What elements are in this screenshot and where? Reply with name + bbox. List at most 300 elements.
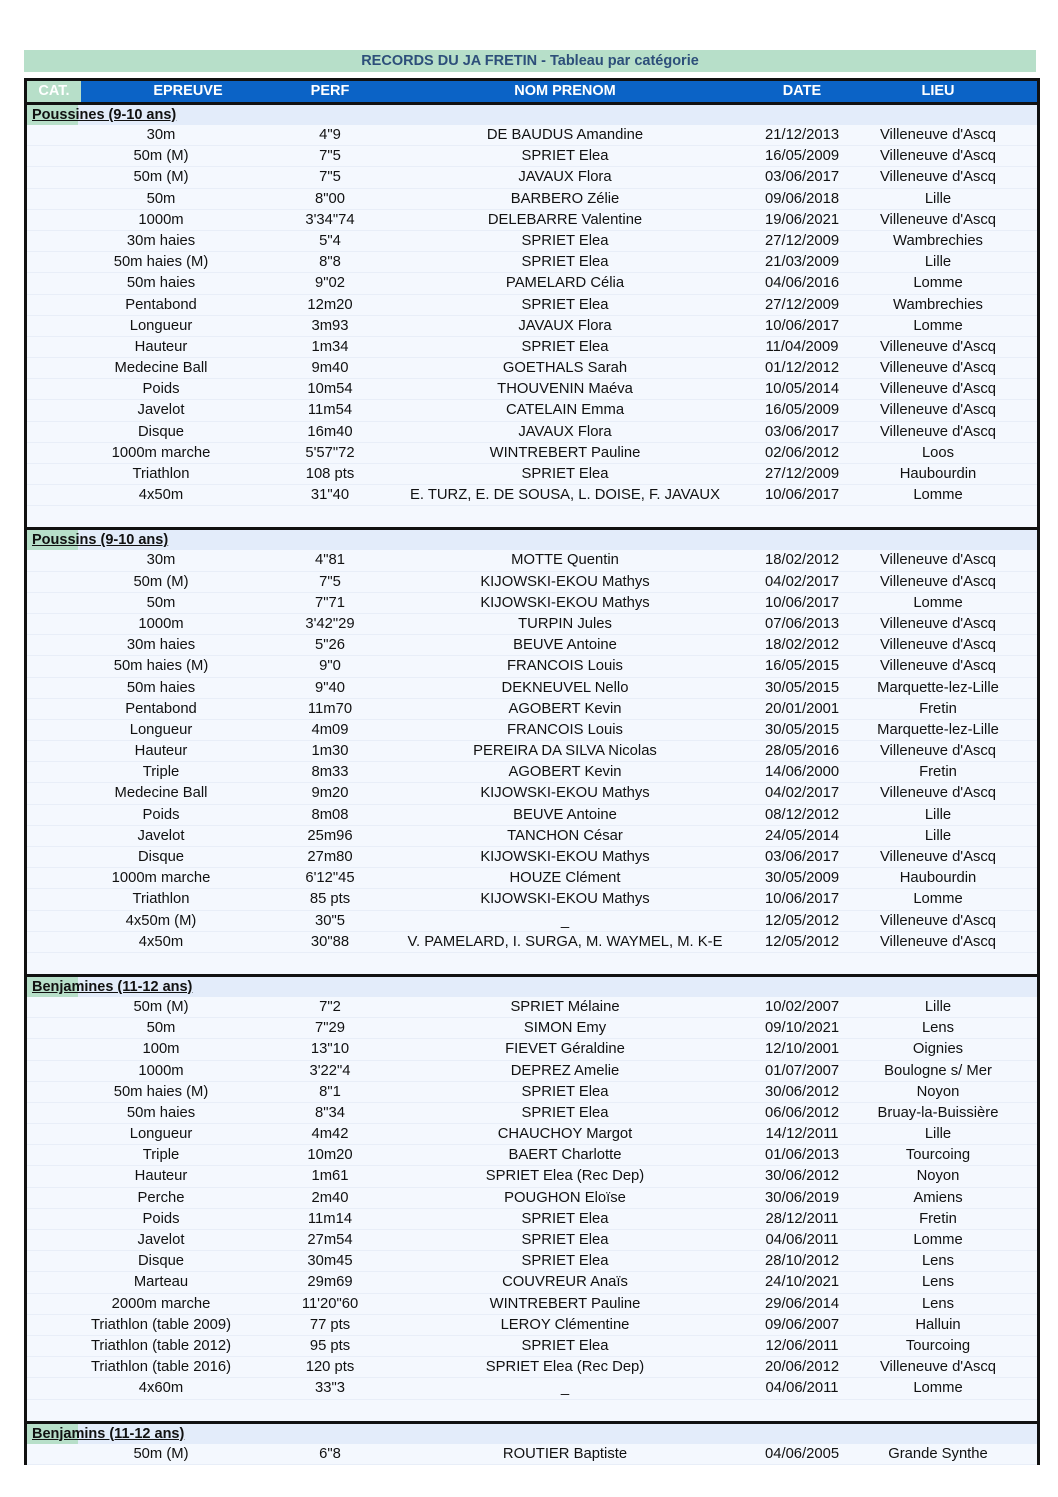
table-row	[27, 1357, 1037, 1378]
cell-perf: 8m33	[311, 764, 349, 781]
column-header-nom-prenom: NOM PRENOM	[514, 83, 616, 99]
cell-perf: 11m70	[307, 700, 353, 717]
cell-lieu: Villeneuve d'Ascq	[879, 360, 997, 377]
cell-lieu: Villeneuve d'Ascq	[879, 169, 997, 186]
cell-date: 06/06/2012	[765, 1104, 839, 1121]
cell-perf: 1m34	[311, 338, 349, 355]
cell-epreuve: 30m haies	[126, 232, 196, 249]
cell-perf: 11m14	[307, 1210, 353, 1227]
cell-nom-prenom: KIJOWSKI-EKOU Mathys	[480, 785, 650, 802]
cell-epreuve: 4x50m (M)	[125, 912, 197, 929]
cell-perf: 6'12"45	[305, 870, 355, 887]
cell-epreuve: 30m	[146, 552, 176, 569]
cell-date: 18/02/2012	[765, 552, 839, 569]
cell-date: 28/05/2016	[765, 743, 839, 760]
cell-date: 01/12/2012	[765, 360, 839, 377]
cell-perf: 5"26	[315, 637, 345, 654]
cell-perf: 8"34	[315, 1104, 345, 1121]
table-row	[27, 422, 1037, 443]
table-row	[27, 1018, 1037, 1039]
table-row	[27, 379, 1037, 400]
cell-epreuve: 1000m marche	[111, 444, 211, 461]
cell-epreuve: Triathlon	[132, 466, 190, 482]
page-title: RECORDS DU JA FRETIN - Tableau par catégorie	[24, 50, 1036, 72]
cell-lieu: Lens	[921, 1253, 955, 1270]
cell-date: 24/05/2014	[765, 827, 839, 844]
cell-nom-prenom: FRANCOIS Louis	[507, 721, 623, 738]
category-label: Poussines (9-10 ans)	[32, 107, 177, 123]
cell-nom-prenom: JAVAUX Flora	[518, 423, 612, 440]
cell-date: 20/01/2001	[765, 700, 839, 717]
cell-nom-prenom: SPRIET Elea	[521, 254, 609, 271]
cell-epreuve: 50m	[146, 1020, 176, 1037]
cell-date: 10/05/2014	[765, 381, 839, 398]
cell-epreuve: Pentabond	[125, 700, 197, 717]
cell-nom-prenom: WINTREBERT Pauline	[489, 1295, 641, 1312]
cell-perf: 12m20	[307, 296, 353, 313]
cell-epreuve: 50m	[146, 190, 176, 207]
cell-perf: 2m40	[311, 1189, 349, 1206]
table-row	[27, 699, 1037, 720]
cell-date: 09/10/2021	[765, 1020, 839, 1037]
table-row	[27, 997, 1037, 1018]
cell-perf: 9"02	[315, 275, 345, 292]
table-row	[27, 316, 1037, 337]
cell-nom-prenom: SPRIET Mélaine	[510, 998, 620, 1015]
cell-lieu: Haubourdin	[899, 466, 977, 482]
cell-epreuve: Poids	[142, 806, 180, 823]
cell-lieu: Lomme	[913, 1380, 963, 1397]
cell-epreuve: 50m haies	[126, 679, 196, 696]
cell-epreuve: 2000m marche	[111, 1295, 211, 1312]
cell-lieu: Lille	[924, 827, 952, 844]
cell-nom-prenom: SPRIET Elea	[521, 1210, 609, 1227]
table-row	[27, 762, 1037, 783]
table-row	[27, 358, 1037, 379]
table-row	[27, 400, 1037, 421]
cell-lieu: Lomme	[913, 594, 963, 611]
cell-date: 27/12/2009	[765, 232, 839, 249]
cell-nom-prenom: PAMELARD Célia	[505, 275, 625, 292]
table-row	[27, 911, 1037, 932]
cell-date: 04/06/2005	[765, 1445, 839, 1462]
cell-perf: 25m96	[307, 827, 353, 844]
cell-epreuve: Pentabond	[125, 296, 197, 313]
cell-nom-prenom: WINTREBERT Pauline	[489, 444, 641, 461]
cell-perf: 4m09	[311, 721, 349, 738]
cell-perf: 5"4	[319, 232, 341, 249]
table-row	[27, 593, 1037, 614]
table-row	[27, 889, 1037, 910]
cell-nom-prenom: ROUTIER Baptiste	[502, 1445, 628, 1462]
category-row	[27, 105, 1037, 125]
cell-date: 14/12/2011	[765, 1126, 839, 1143]
cell-lieu: Villeneuve d'Ascq	[879, 573, 997, 590]
cell-date: 30/05/2009	[765, 870, 839, 887]
cell-perf: 29m69	[307, 1274, 353, 1291]
cell-perf: 27m54	[307, 1232, 353, 1248]
cell-nom-prenom: THOUVENIN Maéva	[497, 381, 633, 398]
category-label: Benjamins (11-12 ans)	[32, 1425, 185, 1442]
cell-date: 04/02/2017	[765, 573, 839, 590]
cell-epreuve: Triathlon (table 2012)	[90, 1337, 232, 1354]
cell-lieu: Lille	[924, 806, 952, 823]
cell-lieu: Lens	[921, 1295, 955, 1312]
cell-nom-prenom: DEPREZ Amelie	[510, 1062, 620, 1079]
cell-epreuve: 30m	[146, 127, 176, 143]
cell-lieu: Lille	[924, 190, 952, 207]
cell-nom-prenom: BAERT Charlotte	[508, 1147, 622, 1164]
cell-perf: 7"5	[319, 573, 341, 590]
cell-lieu: Villeneuve d'Ascq	[879, 338, 997, 355]
cell-date: 12/05/2012	[765, 912, 839, 929]
section-spacer	[27, 506, 1037, 527]
cell-date: 12/05/2012	[765, 933, 839, 950]
cell-lieu: Wambrechies	[893, 296, 983, 313]
cell-perf: 1m30	[311, 743, 349, 760]
cell-lieu: Villeneuve d'Ascq	[879, 402, 997, 419]
cell-perf: 7"5	[319, 169, 341, 186]
cell-nom-prenom: SIMON Emy	[523, 1020, 607, 1037]
cell-perf: 9m40	[311, 360, 349, 377]
cell-nom-prenom: LEROY Clémentine	[500, 1316, 630, 1333]
cell-lieu: Villeneuve d'Ascq	[879, 1359, 997, 1376]
cell-nom-prenom: JAVAUX Flora	[518, 317, 612, 334]
cell-lieu: Villeneuve d'Ascq	[879, 743, 997, 760]
cell-lieu: Villeneuve d'Ascq	[879, 127, 997, 143]
cell-lieu: Villeneuve d'Ascq	[879, 615, 997, 632]
cell-perf: 3'34"74	[305, 211, 355, 228]
cell-epreuve: Disque	[137, 849, 185, 865]
cell-lieu: Lomme	[913, 1232, 963, 1248]
table-row	[27, 1444, 1037, 1465]
cell-nom-prenom: GOETHALS Sarah	[502, 360, 628, 377]
cell-epreuve: 50m (M)	[133, 148, 189, 165]
cell-epreuve: 50m haies (M)	[113, 658, 209, 675]
cell-date: 21/03/2009	[765, 254, 839, 271]
cell-lieu: Boulogne s/ Mer	[884, 1062, 992, 1079]
table-row	[27, 231, 1037, 252]
table-row	[27, 1145, 1037, 1166]
cell-epreuve: Marteau	[133, 1274, 189, 1291]
cell-epreuve: Longueur	[129, 317, 193, 334]
column-header-perf: PERF	[310, 83, 350, 99]
cell-perf: 6"8	[319, 1445, 341, 1462]
cell-nom-prenom: SPRIET Elea	[521, 1253, 609, 1270]
cell-nom-prenom: FIEVET Géraldine	[505, 1041, 625, 1058]
cell-epreuve: 50m haies (M)	[113, 254, 209, 271]
cell-lieu: Fretin	[919, 1210, 957, 1227]
cell-nom-prenom: HOUZE Clément	[509, 870, 621, 887]
table-row	[27, 614, 1037, 635]
cell-epreuve: Javelot	[137, 402, 185, 419]
table-row	[27, 443, 1037, 464]
cell-epreuve: 50m (M)	[133, 573, 189, 590]
sections-container	[27, 105, 1037, 1465]
table-row	[27, 656, 1037, 677]
cell-date: 04/02/2017	[765, 785, 839, 802]
cell-epreuve: Triathlon	[132, 891, 190, 908]
cell-perf: 9"0	[319, 658, 341, 675]
cell-date: 18/02/2012	[765, 637, 839, 654]
cell-perf: 16m40	[307, 423, 353, 440]
category-row	[27, 530, 1037, 550]
cell-date: 16/05/2015	[765, 658, 839, 675]
cell-lieu: Villeneuve d'Ascq	[879, 423, 997, 440]
cell-date: 12/10/2001	[765, 1041, 839, 1058]
cell-epreuve: Triple	[142, 764, 180, 781]
cell-perf: 9"40	[315, 679, 345, 696]
cell-lieu: Villeneuve d'Ascq	[879, 658, 997, 675]
cell-perf: 8"00	[315, 190, 345, 207]
cell-nom-prenom: E. TURZ, E. DE SOUSA, L. DOISE, F. JAVAUX	[410, 487, 720, 504]
cell-perf: 8"1	[319, 1083, 341, 1100]
column-header-date: DATE	[782, 83, 822, 99]
cell-epreuve: 4x50m	[138, 933, 184, 950]
cell-lieu: Villeneuve d'Ascq	[879, 148, 997, 165]
table-row	[27, 1315, 1037, 1336]
cell-nom-prenom: DEKNEUVEL Nello	[501, 679, 629, 696]
cell-epreuve: Poids	[142, 1210, 180, 1227]
cell-perf: 9m20	[311, 785, 349, 802]
cell-epreuve: 30m haies	[126, 637, 196, 654]
table-row	[27, 1061, 1037, 1082]
cell-epreuve: 50m haies	[126, 1104, 196, 1121]
table-row	[27, 1082, 1037, 1103]
cell-epreuve: Medecine Ball	[114, 360, 208, 377]
cell-perf: 8"8	[319, 254, 341, 271]
cell-nom-prenom: KIJOWSKI-EKOU Mathys	[480, 573, 650, 590]
cell-perf: 77 pts	[309, 1316, 351, 1333]
category-label: Poussins (9-10 ans)	[32, 532, 169, 549]
cell-lieu: Villeneuve d'Ascq	[879, 637, 997, 654]
cell-epreuve: Hauteur	[134, 338, 188, 355]
cell-date: 10/02/2007	[765, 998, 839, 1015]
cell-date: 30/05/2015	[765, 721, 839, 738]
cell-nom-prenom: AGOBERT Kevin	[508, 764, 622, 781]
column-header-lieu: LIEU	[921, 83, 955, 99]
cell-nom-prenom: SPRIET Elea	[521, 338, 609, 355]
cell-perf: 7"5	[319, 148, 341, 165]
cell-lieu: Fretin	[919, 700, 957, 717]
cell-lieu: Fretin	[919, 764, 957, 781]
cell-date: 02/06/2012	[765, 444, 839, 461]
section-spacer	[27, 953, 1037, 974]
cell-date: 01/06/2013	[765, 1147, 839, 1164]
cell-perf: 85 pts	[309, 891, 351, 908]
records-table	[24, 78, 1040, 1465]
cell-perf: 11m54	[307, 402, 353, 419]
cell-nom-prenom: SPRIET Elea	[521, 466, 609, 482]
table-row	[27, 1188, 1037, 1209]
cell-nom-prenom: SPRIET Elea	[521, 232, 609, 249]
cell-perf: 3'22"4	[309, 1062, 351, 1079]
table-row	[27, 1103, 1037, 1124]
cell-date: 04/06/2011	[765, 1380, 839, 1397]
cell-epreuve: Javelot	[137, 827, 185, 844]
table-row	[27, 635, 1037, 656]
cell-epreuve: 1000m	[138, 615, 184, 632]
cell-date: 01/07/2007	[765, 1062, 839, 1079]
cell-lieu: Amiens	[913, 1189, 963, 1206]
category-section	[27, 105, 1037, 530]
cell-epreuve: Hauteur	[134, 1168, 188, 1185]
table-row	[27, 783, 1037, 804]
cell-epreuve: Disque	[137, 423, 185, 440]
cell-lieu: Oignies	[912, 1041, 964, 1058]
category-section	[27, 530, 1037, 977]
cell-nom-prenom: SPRIET Elea	[521, 1337, 609, 1354]
cell-date: 03/06/2017	[765, 849, 839, 865]
cell-epreuve: Longueur	[129, 1126, 193, 1143]
cell-perf: 13"10	[310, 1041, 350, 1058]
category-row	[27, 1424, 1037, 1444]
cell-perf: 7"29	[315, 1020, 345, 1037]
cell-date: 20/06/2012	[765, 1359, 839, 1376]
cell-perf: 8m08	[311, 806, 349, 823]
cell-date: 04/06/2016	[765, 275, 839, 292]
cell-lieu: Villeneuve d'Ascq	[879, 849, 997, 865]
cell-date: 29/06/2014	[765, 1295, 839, 1312]
table-row	[27, 273, 1037, 294]
cell-perf: 108 pts	[305, 466, 355, 482]
cell-epreuve: 1000m	[138, 211, 184, 228]
cell-nom-prenom: KIJOWSKI-EKOU Mathys	[480, 891, 650, 908]
cell-lieu: Haubourdin	[899, 870, 977, 887]
table-row	[27, 167, 1037, 188]
cell-date: 10/06/2017	[765, 594, 839, 611]
cell-nom-prenom: SPRIET Elea	[521, 1232, 609, 1248]
cell-perf: 120 pts	[305, 1359, 355, 1376]
category-row	[27, 977, 1037, 997]
cell-nom-prenom: BEUVE Antoine	[513, 806, 617, 823]
cell-epreuve: Hauteur	[134, 743, 188, 760]
cell-perf: 1m61	[311, 1168, 349, 1185]
table-row	[27, 485, 1037, 506]
cell-epreuve: 50m	[146, 594, 176, 611]
cell-perf: 3m93	[311, 317, 349, 334]
table-row	[27, 189, 1037, 210]
table-row	[27, 1251, 1037, 1272]
cell-date: 10/06/2017	[765, 317, 839, 334]
table-row	[27, 847, 1037, 868]
table-row	[27, 146, 1037, 167]
table-row	[27, 550, 1037, 571]
table-header	[27, 81, 1037, 105]
cell-nom-prenom: BARBERO Zélie	[510, 190, 620, 207]
cell-lieu: Lens	[921, 1020, 955, 1037]
cell-lieu: Wambrechies	[893, 232, 983, 249]
cell-date: 19/06/2021	[765, 211, 839, 228]
cell-perf: 10m54	[307, 381, 353, 398]
cell-epreuve: 1000m marche	[111, 870, 211, 887]
cell-lieu: Lille	[924, 998, 952, 1015]
cell-perf: 10m20	[307, 1147, 353, 1164]
cell-perf: 31"40	[310, 487, 350, 504]
cell-lieu: Halluin	[915, 1316, 961, 1333]
cell-date: 07/06/2013	[765, 615, 839, 632]
cell-date: 04/06/2011	[765, 1232, 839, 1248]
table-row	[27, 1230, 1037, 1251]
cell-perf: 7"2	[319, 998, 341, 1015]
cell-nom-prenom: CATELAIN Emma	[505, 402, 625, 419]
cell-lieu: Lomme	[913, 891, 963, 908]
cell-epreuve: Javelot	[137, 1232, 185, 1248]
cell-lieu: Marquette-lez-Lille	[877, 721, 999, 738]
column-header-cat: CAT.	[27, 81, 81, 102]
cell-nom-prenom: TURPIN Jules	[518, 615, 612, 632]
table-row	[27, 337, 1037, 358]
cell-date: 10/06/2017	[765, 891, 839, 908]
cell-nom-prenom: FRANCOIS Louis	[507, 658, 623, 675]
cell-nom-prenom: SPRIET Elea (Rec Dep)	[485, 1359, 645, 1376]
cell-lieu: Villeneuve d'Ascq	[879, 211, 997, 228]
table-row	[27, 805, 1037, 826]
cell-lieu: Marquette-lez-Lille	[877, 679, 999, 696]
table-row	[27, 1166, 1037, 1187]
cell-perf: 3'42"29	[305, 615, 355, 632]
cell-date: 30/06/2019	[765, 1189, 839, 1206]
cell-lieu: Noyon	[916, 1083, 960, 1100]
cell-nom-prenom: DE BAUDUS Amandine	[486, 127, 644, 143]
cell-date: 03/06/2017	[765, 423, 839, 440]
cell-lieu: Lens	[921, 1274, 955, 1291]
cell-date: 14/06/2000	[765, 764, 839, 781]
cell-epreuve: Triathlon (table 2016)	[90, 1359, 232, 1376]
cell-epreuve: Disque	[137, 1253, 185, 1270]
cell-nom-prenom: SPRIET Elea	[521, 296, 609, 313]
table-row	[27, 1272, 1037, 1293]
cell-nom-prenom: _	[560, 912, 570, 929]
table-row	[27, 1209, 1037, 1230]
table-row	[27, 125, 1037, 146]
cell-epreuve: Triathlon (table 2009)	[90, 1316, 232, 1333]
cell-epreuve: 50m (M)	[133, 1445, 189, 1462]
cell-perf: 30m45	[307, 1253, 353, 1270]
cell-nom-prenom: V. PAMELARD, I. SURGA, M. WAYMEL, M. K-E	[407, 933, 723, 950]
cell-date: 03/06/2017	[765, 169, 839, 186]
category-section	[27, 1424, 1037, 1465]
section-spacer	[27, 1400, 1037, 1421]
cell-date: 30/06/2012	[765, 1168, 839, 1185]
cell-epreuve: Poids	[142, 381, 180, 398]
cell-lieu: Villeneuve d'Ascq	[879, 785, 997, 802]
cell-perf: 7"71	[315, 594, 345, 611]
cell-lieu: Lomme	[913, 275, 963, 292]
cell-lieu: Lille	[924, 1126, 952, 1143]
cell-epreuve: 50m haies	[126, 275, 196, 292]
cell-nom-prenom: PEREIRA DA SILVA Nicolas	[473, 743, 657, 760]
cell-lieu: Tourcoing	[905, 1337, 971, 1354]
cell-perf: 4m42	[311, 1126, 349, 1143]
cell-epreuve: Medecine Ball	[114, 785, 208, 802]
cell-perf: 11'20"60	[301, 1295, 359, 1312]
cell-lieu: Grande Synthe	[888, 1445, 988, 1462]
cell-date: 12/06/2011	[765, 1337, 839, 1354]
cell-date: 09/06/2007	[765, 1316, 839, 1333]
cell-lieu: Villeneuve d'Ascq	[879, 933, 997, 950]
table-row	[27, 826, 1037, 847]
cell-date: 30/05/2015	[765, 679, 839, 696]
cell-date: 09/06/2018	[765, 190, 839, 207]
cell-date: 11/04/2009	[765, 338, 839, 355]
cell-perf: 30"5	[315, 912, 345, 929]
cell-nom-prenom: CHAUCHOY Margot	[497, 1126, 633, 1143]
cell-nom-prenom: COUVREUR Anaïs	[502, 1274, 628, 1291]
table-row	[27, 295, 1037, 316]
cell-date: 21/12/2013	[765, 127, 839, 143]
table-row	[27, 1336, 1037, 1357]
